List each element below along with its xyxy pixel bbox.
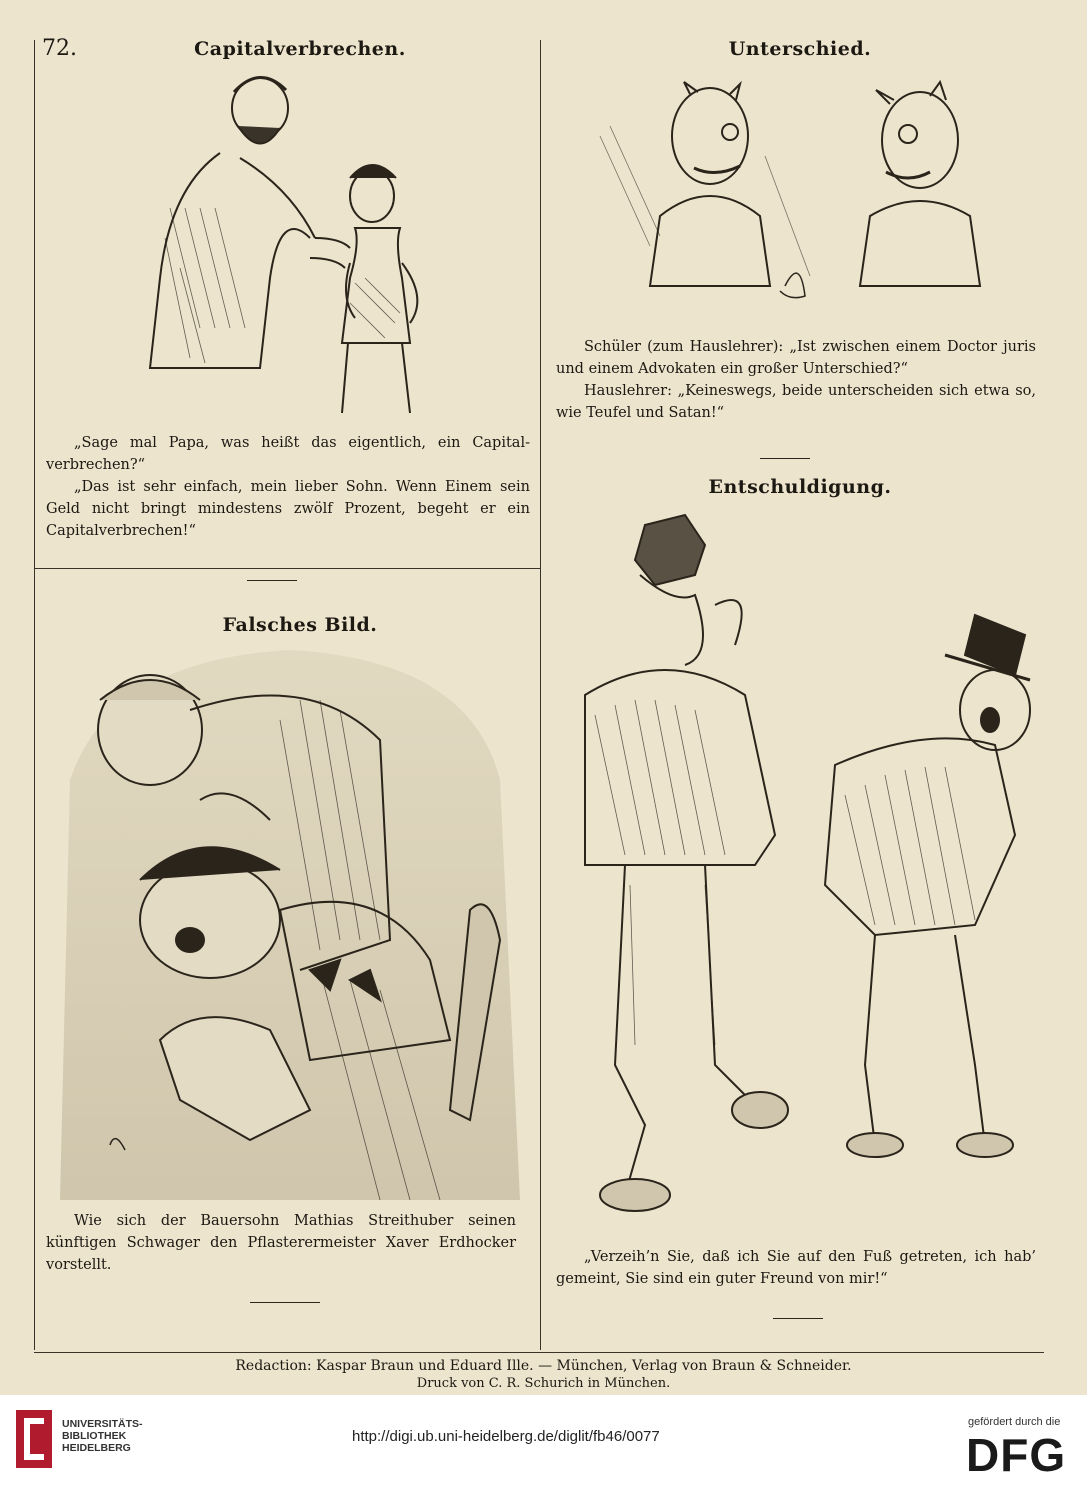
unterschied-end-rule	[760, 458, 810, 459]
institution-name-line-1: UNIVERSITÄTS-	[62, 1418, 143, 1430]
capitalverbrechen-question: „Sage mal Papa, was heißt das eigentlich, ein Capital-verbrechen?“	[46, 435, 530, 473]
university-library-logo-icon	[14, 1408, 54, 1470]
institution-name-line-3: HEIDELBERG	[62, 1442, 131, 1454]
unterschied-title: Unterschied.	[728, 38, 872, 60]
falsches-bild-illustration	[50, 640, 528, 1205]
entschuldigung-end-rule	[773, 1318, 823, 1319]
page-border-left	[34, 40, 35, 1350]
entschuldigung-caption-text: „Verzeih’n Sie, daß ich Sie auf den Fuß getreten, ich hab’ gemeint, Sie sind ein guter Freund von mir!“	[556, 1249, 1036, 1287]
unterschied-question: Schüler (zum Hauslehrer): „Ist zwischen einem Doctor juris und einem Advokaten ein großer Unterschied?“	[556, 339, 1036, 377]
imprint-line-2: Druck von C. R. Schurich in München.	[416, 1376, 671, 1391]
institution-name	[62, 1418, 143, 1454]
funding-caption: gefördert durch die	[968, 1416, 1061, 1428]
top-left-section-bottom-rule	[34, 568, 540, 569]
dfg-logo: DFG	[966, 1429, 1067, 1481]
entschuldigung-caption	[556, 1246, 1036, 1290]
capitalverbrechen-illustration	[110, 68, 480, 420]
capitalverbrechen-dialogue	[46, 432, 530, 542]
falsches-bild-caption	[46, 1210, 516, 1276]
falsches-bild-caption-text: Wie sich der Bauersohn Mathias Streithuber seinen künftigen Schwager den Pflasterermeister Xaver Erdhocker vorstellt.	[46, 1213, 516, 1273]
falsches-bild-title: Falsches Bild.	[222, 614, 378, 636]
column-divider-vertical	[540, 40, 541, 1350]
unterschied-illustration	[590, 76, 1020, 316]
imprint-line-1: Redaction: Kaspar Braun und Eduard Ille. — München, Verlag von Braun & Schneider.	[235, 1358, 852, 1374]
falsches-bild-end-rule	[250, 1302, 320, 1303]
institution-name-line-2: BIBLIOTHEK	[62, 1430, 127, 1442]
capitalverbrechen-title: Capitalverbrechen.	[194, 38, 406, 60]
unterschied-answer: Hauslehrer: „Keineswegs, beide unterscheiden sich etwa so, wie Teufel und Satan!“	[556, 383, 1036, 421]
entschuldigung-illustration	[545, 505, 1035, 1230]
capitalverbrechen-answer: „Das ist sehr einfach, mein lieber Sohn. Wenn Einem sein Geld nicht bringt mindestens zwölf Prozent, begeht er ein Capitalverbrechen!“	[46, 479, 530, 539]
entschuldigung-title: Entschuldigung.	[708, 476, 892, 498]
unterschied-dialogue	[556, 336, 1036, 424]
page-number: 72.	[42, 36, 77, 61]
page-bottom-rule	[34, 1352, 1044, 1353]
capitalverbrechen-end-rule	[247, 580, 297, 581]
permalink-url[interactable]: http://digi.ub.uni-heidelberg.de/diglit/fb46/0077	[352, 1428, 660, 1445]
